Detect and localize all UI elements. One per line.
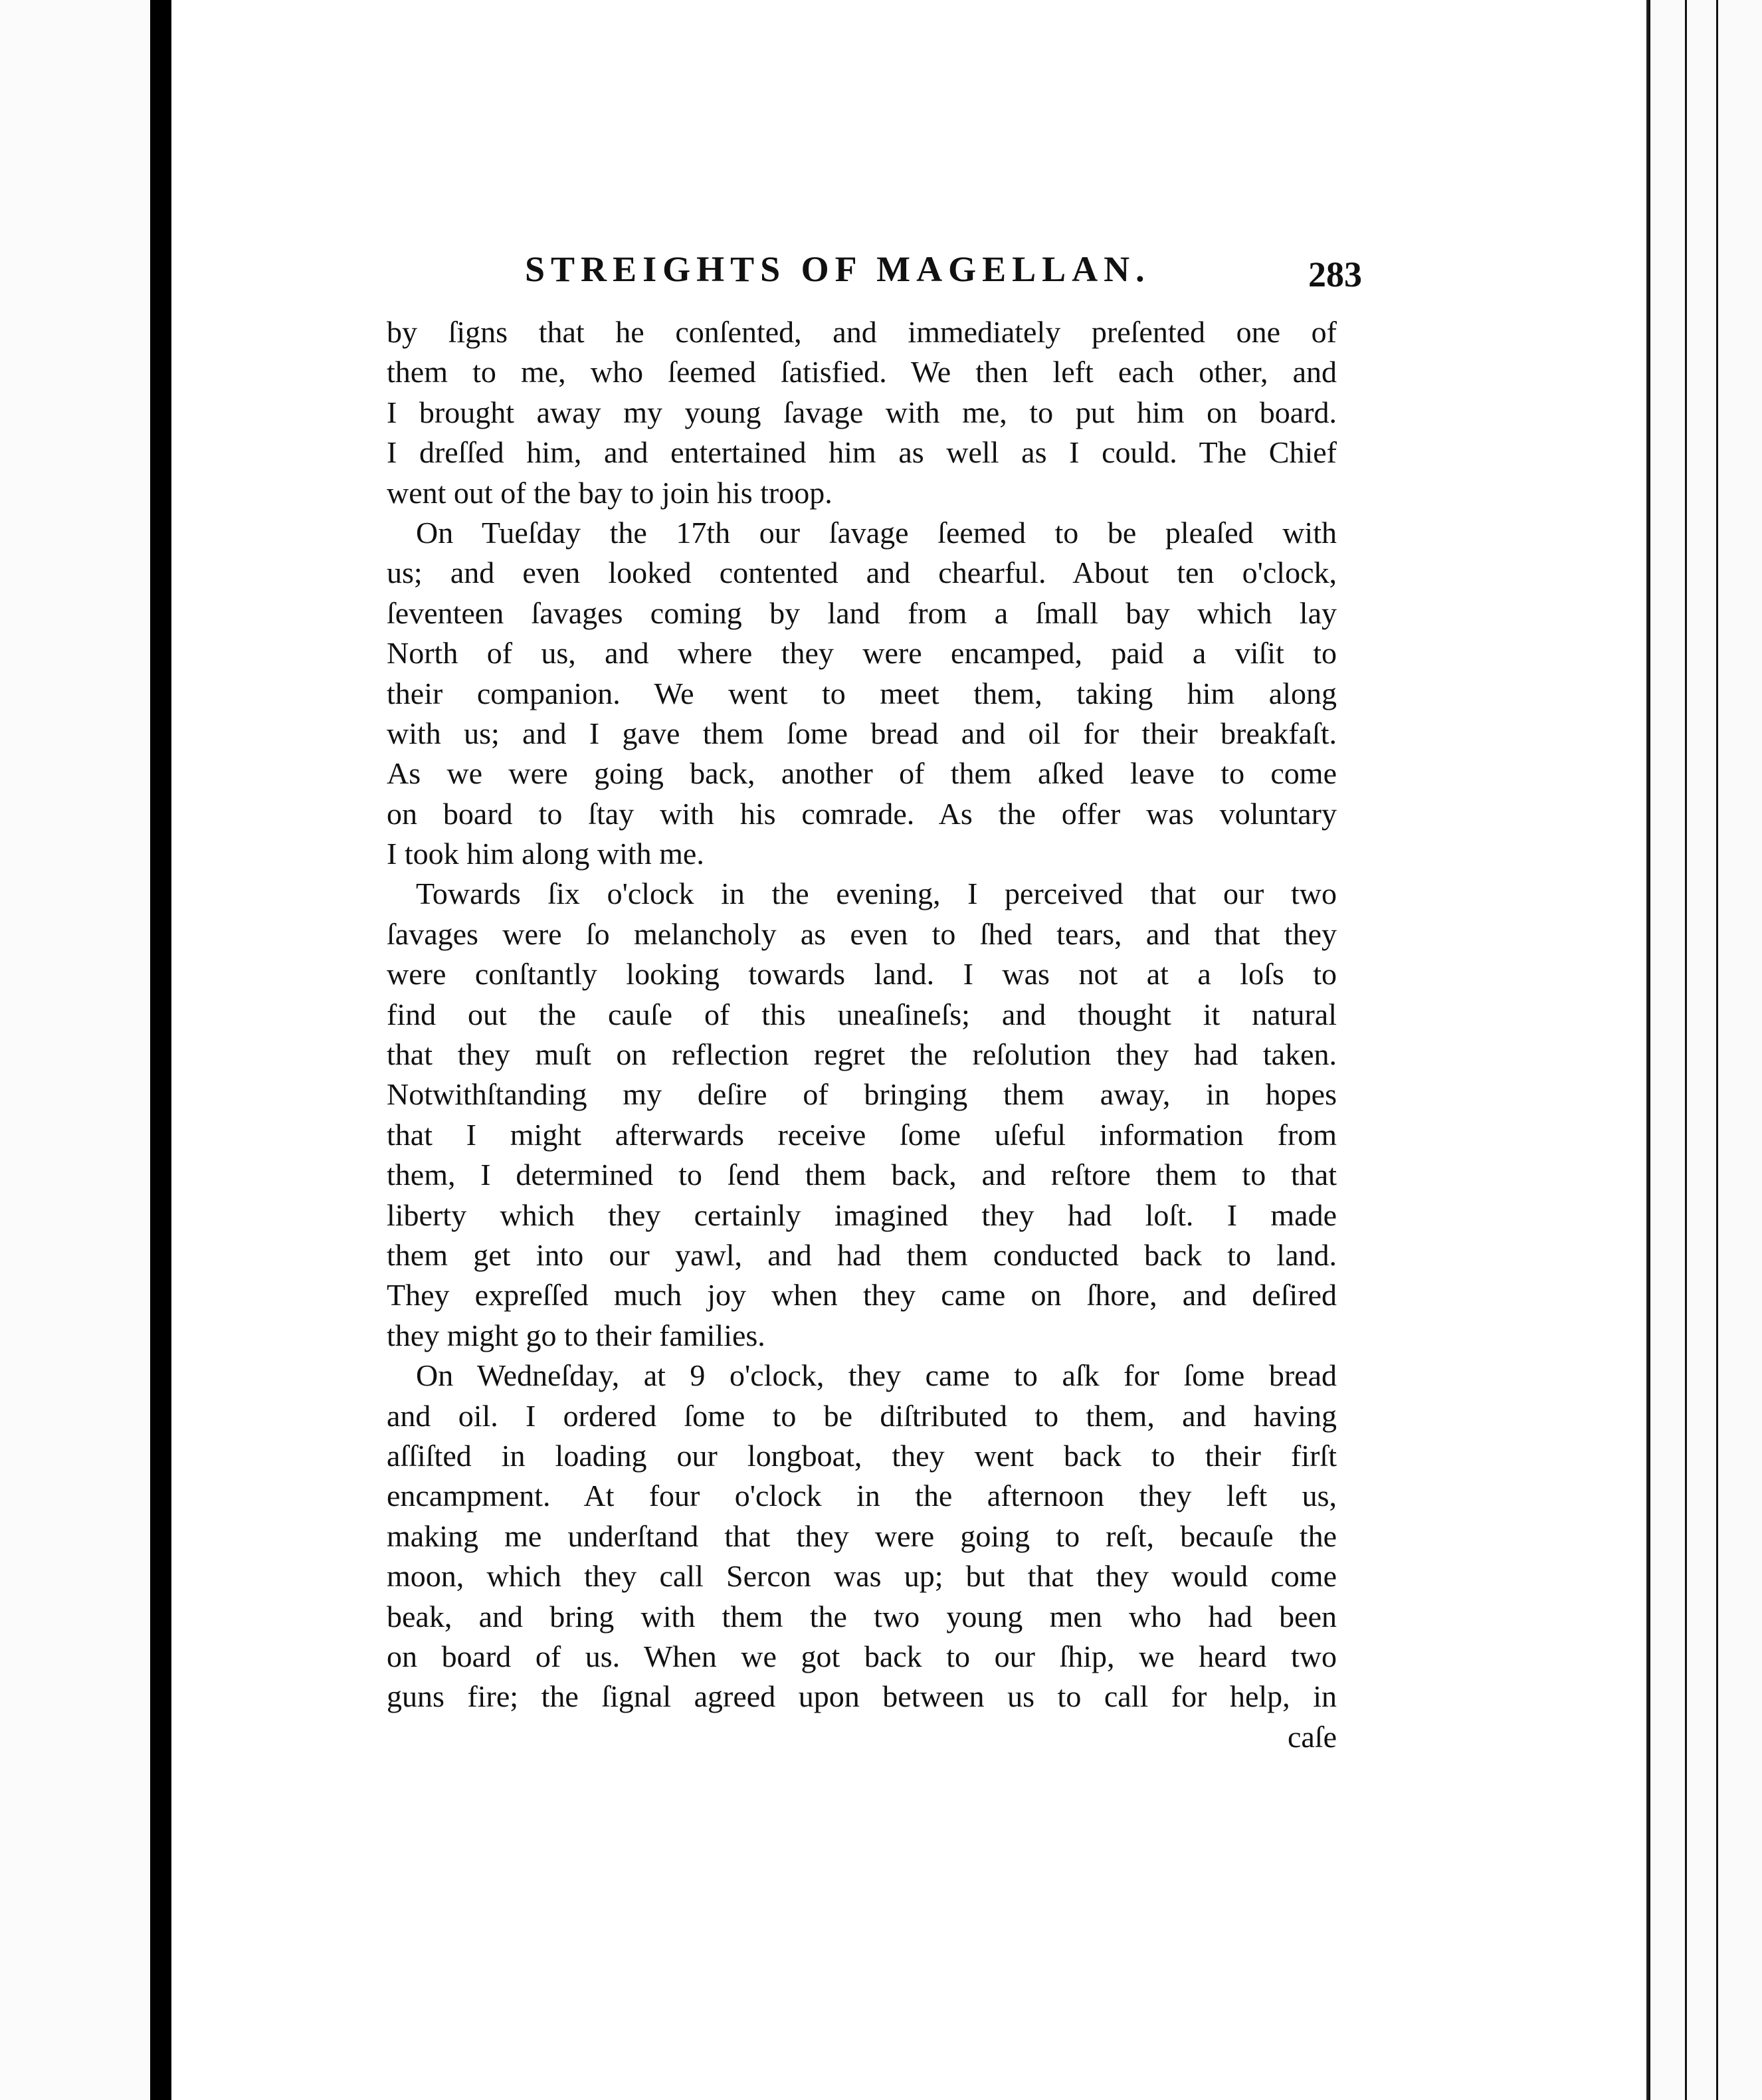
- catchword: caſe: [1287, 1719, 1337, 1754]
- text-line: them to me, who ſeemed ſatisfied. We then left each other, and: [387, 355, 1337, 389]
- text-line: Notwithſtanding my deſire of bringing them away, in hopes: [387, 1077, 1337, 1112]
- facing-page-edge: [0, 0, 151, 2100]
- text-line: liberty which they certainly imagined they had loſt. I made: [387, 1198, 1337, 1232]
- text-line: by ſigns that he conſented, and immediately preſented one of: [387, 315, 1337, 349]
- text-line: beak, and bring with them the two young men who had been: [387, 1599, 1337, 1633]
- text-line: their companion. We went to meet them, taking him along: [387, 676, 1337, 710]
- text-line: aſſiſted in loading our longboat, they went back to their firſt: [387, 1438, 1337, 1473]
- text-line: were conſtantly looking towards land. I was not at a loſs to: [387, 957, 1337, 992]
- running-title: STREIGHTS OF MAGELLAN.: [525, 249, 1151, 289]
- text-line: They expreſſed much joy when they came on ſhore, and deſired: [387, 1278, 1337, 1312]
- body-text: [387, 312, 1337, 1757]
- text-line: North of us, and where they were encamped, paid a viſit to: [387, 636, 1337, 671]
- text-line: I took him along with me.: [387, 837, 704, 871]
- text-line: them, I determined to ſend them back, and reſtore them to that: [387, 1158, 1337, 1192]
- text-line: moon, which they call Sercon was up; but that they would come: [387, 1559, 1337, 1594]
- page-number: 283: [1308, 255, 1362, 294]
- page-edge-stack: [1685, 0, 1716, 2100]
- text-line: encampment. At four o'clock in the afternoon they left us,: [387, 1479, 1337, 1513]
- page-edge-stack: [1648, 0, 1685, 2100]
- page-edge-stack: [1716, 0, 1762, 2100]
- text-line: that I might afterwards receive ſome uſeful information from: [387, 1117, 1337, 1152]
- text-line: I brought away my young ſavage with me, to put him on board.: [387, 395, 1337, 429]
- text-line: ſavages were ſo melancholy as even to ſhed tears, and that they: [387, 916, 1337, 951]
- text-line: making me underſtand that they were going to reſt, becauſe the: [387, 1519, 1337, 1553]
- running-head: [352, 239, 1362, 312]
- text-line: guns fire; the ſignal agreed upon between us to call for help, in: [387, 1679, 1337, 1714]
- gutter-shadow: [150, 0, 171, 2100]
- text-line: them get into our yawl, and had them conducted back to land.: [387, 1237, 1337, 1272]
- text-line: went out of the bay to join his troop.: [387, 475, 832, 510]
- text-line: us; and even looked contented and chearful. About ten o'clock,: [387, 556, 1337, 590]
- text-line: on board to ſtay with his comrade. As the offer was voluntary: [387, 796, 1337, 831]
- catchword-row: [387, 1717, 1337, 1757]
- text-line: ſeventeen ſavages coming by land from a ſmall bay which lay: [387, 595, 1337, 630]
- text-line: On Wedneſday, at 9 o'clock, they came to aſk for ſome bread: [416, 1358, 1337, 1393]
- text-line: On Tueſday the 17th our ſavage ſeemed to be pleaſed with: [416, 515, 1337, 550]
- text-line: on board of us. When we got back to our ſhip, we heard two: [387, 1639, 1337, 1673]
- text-line: As we were going back, another of them aſked leave to come: [387, 756, 1337, 791]
- text-line: find out the cauſe of this uneaſineſs; and thought it natural: [387, 997, 1337, 1031]
- text-line: that they muſt on reflection regret the reſolution they had taken.: [387, 1037, 1337, 1072]
- text-line: with us; and I gave them ſome bread and oil for their breakfaſt.: [387, 716, 1337, 750]
- text-line: they might go to their families.: [387, 1318, 765, 1352]
- text-line: Towards ſix o'clock in the evening, I perceived that our two: [416, 877, 1337, 911]
- text-line: I dreſſed him, and entertained him as well as I could. The Chief: [387, 435, 1337, 470]
- text-line: and oil. I ordered ſome to be diſtributed to them, and having: [387, 1398, 1337, 1433]
